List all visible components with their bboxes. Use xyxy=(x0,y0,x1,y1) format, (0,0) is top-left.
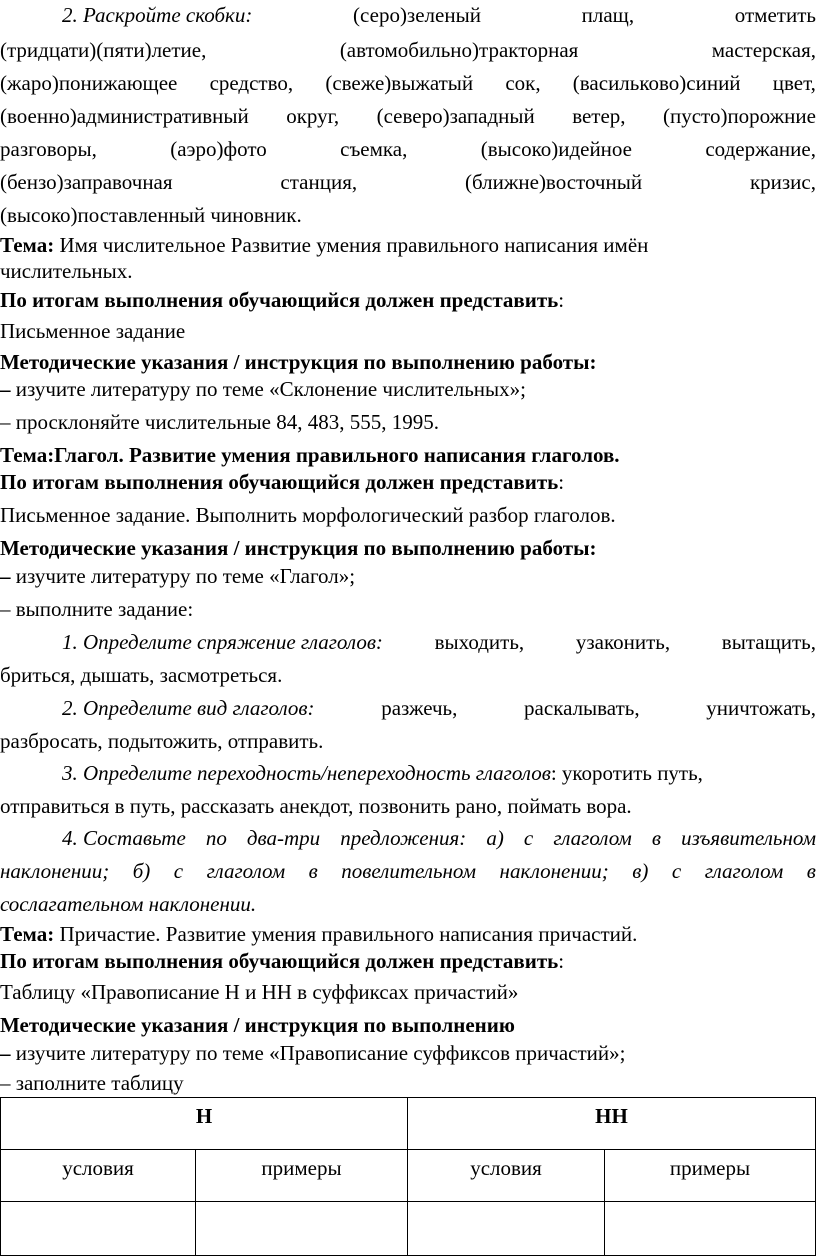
para1-word: съемка, xyxy=(340,137,408,161)
task-word: в) xyxy=(632,859,649,883)
section3-method-heading: Методические указания / инструкция по выполнению xyxy=(0,1013,515,1037)
table-head-nn: НН xyxy=(408,1098,816,1150)
para1-word: (высоко)идейное xyxy=(480,137,632,161)
section2-item1 xyxy=(0,563,816,589)
para1-word: (свеже)выжатый xyxy=(325,71,474,95)
task2-line2: разбросать, подытожить, отправить. xyxy=(0,729,324,753)
spelling-table xyxy=(0,1097,816,1256)
task-word: наклонении; xyxy=(499,859,609,883)
task-word: наклонении; xyxy=(0,859,110,883)
task4-line3: сослагательном наклонении. xyxy=(0,892,257,916)
para1-word: (аэро)фото xyxy=(170,137,267,161)
task-word: а) xyxy=(486,826,504,850)
para1-line2 xyxy=(0,37,816,63)
task-word: глаголом xyxy=(206,859,286,883)
para1-line5 xyxy=(0,136,816,162)
section1-result-text: Письменное задание xyxy=(0,319,186,343)
dash: – xyxy=(0,564,11,588)
dash: – xyxy=(0,377,11,401)
task-word: с xyxy=(523,826,534,850)
task3-prompt: 3. Определите переходность/непереходность глаголов xyxy=(62,761,551,785)
para1-word: (тридцати)(пяти)летие, xyxy=(0,38,207,62)
item-text: изучите литературу по теме «Глагол»; xyxy=(10,564,356,588)
para1-word: сок, xyxy=(505,71,541,95)
task-word: с xyxy=(671,859,682,883)
para1-word: разговоры, xyxy=(0,137,97,161)
section3-item1 xyxy=(0,1040,816,1066)
result-colon: : xyxy=(558,470,565,494)
task-word: уничтожать, xyxy=(706,696,816,720)
table-col-header: примеры xyxy=(605,1150,816,1202)
task1-prompt: 1. Определите спряжение глаголов: xyxy=(62,630,383,654)
result-colon: : xyxy=(558,288,565,312)
table-cell[interactable] xyxy=(196,1202,408,1256)
para1-word: средство, xyxy=(209,71,294,95)
section3-item2: – заполните таблицу xyxy=(0,1071,184,1095)
section3-result-heading xyxy=(0,948,816,974)
table-cell[interactable] xyxy=(605,1202,816,1256)
task-word: в xyxy=(806,859,816,883)
para1-word: (васильково)синий xyxy=(572,71,741,95)
section2-result-text: Письменное задание. Выполнить морфологический разбор глаголов. xyxy=(0,503,616,527)
para1-line3 xyxy=(0,70,816,96)
para1-word: (бензо)заправочная xyxy=(0,170,173,194)
task-word: предложения: xyxy=(340,826,467,850)
task1-line2: бриться, дышать, засмотреться. xyxy=(0,663,283,687)
section1-topic xyxy=(0,232,816,258)
para1-word: отметить xyxy=(734,3,816,27)
para1-line7: (высоко)поставленный чиновник. xyxy=(0,203,302,227)
task-word: раскалывать, xyxy=(524,696,640,720)
para1-word: кризис, xyxy=(749,170,816,194)
task-word: вытащить, xyxy=(721,630,816,654)
task2-line1 xyxy=(62,695,816,721)
para1-word: цвет, xyxy=(772,71,816,95)
section2-method-heading: Методические указания / инструкция по выполнению работы: xyxy=(0,536,597,560)
para1-line1 xyxy=(0,2,816,28)
task1-line1 xyxy=(62,629,816,655)
para1-word: (серо)зеленый xyxy=(353,3,481,27)
item-text: изучите литературу по теме «Склонение числительных»; xyxy=(10,377,526,401)
task-word: разжечь, xyxy=(381,696,458,720)
result-label: По итогам выполнения обучающийся должен представить xyxy=(0,949,559,973)
para1-line4 xyxy=(0,103,816,129)
task-word: по xyxy=(205,826,227,850)
section1-method-heading: Методические указания / инструкция по выполнению работы: xyxy=(0,350,597,374)
para1-word: станция, xyxy=(280,170,358,194)
task-word: повелительном xyxy=(341,859,477,883)
task-word: глаголом xyxy=(553,826,632,850)
section2-result-heading xyxy=(0,469,816,495)
para1-lead: 2. Раскройте скобки: xyxy=(62,3,253,27)
table-col-header: условия xyxy=(1,1150,196,1202)
para1-word: (военно)административный xyxy=(0,104,249,128)
table-header-row xyxy=(1,1098,816,1150)
topic-label: Тема: xyxy=(0,233,55,257)
section3-topic xyxy=(0,921,816,947)
topic-text: Причастие. Развитие умения правильного написания причастий. xyxy=(54,922,638,946)
task-word: выходить, xyxy=(434,630,525,654)
section1-topic-line2: числительных. xyxy=(0,259,133,283)
task3-rest: : укоротить путь, xyxy=(550,761,703,785)
task4-line2 xyxy=(0,858,816,884)
task-word: в xyxy=(651,826,662,850)
table-subheader-row xyxy=(1,1150,816,1202)
item-text: изучите литературу по теме «Правописание суффиксов причастий»; xyxy=(10,1041,626,1065)
task3-line2: отправиться в путь, рассказать анекдот, позвонить рано, поймать вора. xyxy=(0,794,632,818)
task-word: изъявительном xyxy=(681,826,816,850)
topic-text: Имя числительное Развитие умения правильного написания имён xyxy=(54,233,649,257)
task-word: в xyxy=(308,859,318,883)
para1-word: (северо)западный xyxy=(376,104,535,128)
section2-topic: Тема:Глагол. Развитие умения правильного написания глаголов. xyxy=(0,443,620,467)
result-label: По итогам выполнения обучающийся должен представить xyxy=(0,288,559,312)
task-word: 4. Составьте xyxy=(62,826,186,850)
table-cell[interactable] xyxy=(408,1202,605,1256)
result-label: По итогам выполнения обучающийся должен представить xyxy=(0,470,559,494)
para1-word: мастерская, xyxy=(711,38,816,62)
task-word: б) xyxy=(132,859,151,883)
section1-item1 xyxy=(0,376,816,402)
table-col-header: примеры xyxy=(196,1150,408,1202)
task-word: глаголом xyxy=(704,859,784,883)
topic-label: Тема: xyxy=(0,922,55,946)
task3-line1 xyxy=(62,760,816,786)
dash: – xyxy=(0,1041,11,1065)
table-col-header: условия xyxy=(408,1150,605,1202)
para1-word: (ближне)восточный xyxy=(465,170,643,194)
table-head-n: Н xyxy=(1,1098,408,1150)
task-word: с xyxy=(173,859,184,883)
para1-word: плащ, xyxy=(581,3,635,27)
task2-prompt: 2. Определите вид глаголов: xyxy=(62,696,315,720)
section2-item2: – выполните задание: xyxy=(0,597,194,621)
task-word: узаконить, xyxy=(575,630,671,654)
para1-word: округ, xyxy=(286,104,340,128)
task-word: два-три xyxy=(246,826,321,850)
section1-item2: – просклоняйте числительные 84, 483, 555, 1995. xyxy=(0,410,439,434)
table-row xyxy=(1,1202,816,1256)
task4-line1 xyxy=(62,825,816,851)
section3-result-text: Таблицу «Правописание Н и НН в суффиксах причастий» xyxy=(0,980,519,1004)
section1-result-heading xyxy=(0,287,816,313)
para1-word: содержание, xyxy=(705,137,816,161)
para1-word: ветер, xyxy=(572,104,626,128)
para1-word: (пусто)порожние xyxy=(663,104,816,128)
table-cell[interactable] xyxy=(1,1202,196,1256)
para1-word: (автомобильно)тракторная xyxy=(339,38,579,62)
para1-line6 xyxy=(0,169,816,195)
result-colon: : xyxy=(558,949,565,973)
para1-word: (жаро)понижающее xyxy=(0,71,178,95)
